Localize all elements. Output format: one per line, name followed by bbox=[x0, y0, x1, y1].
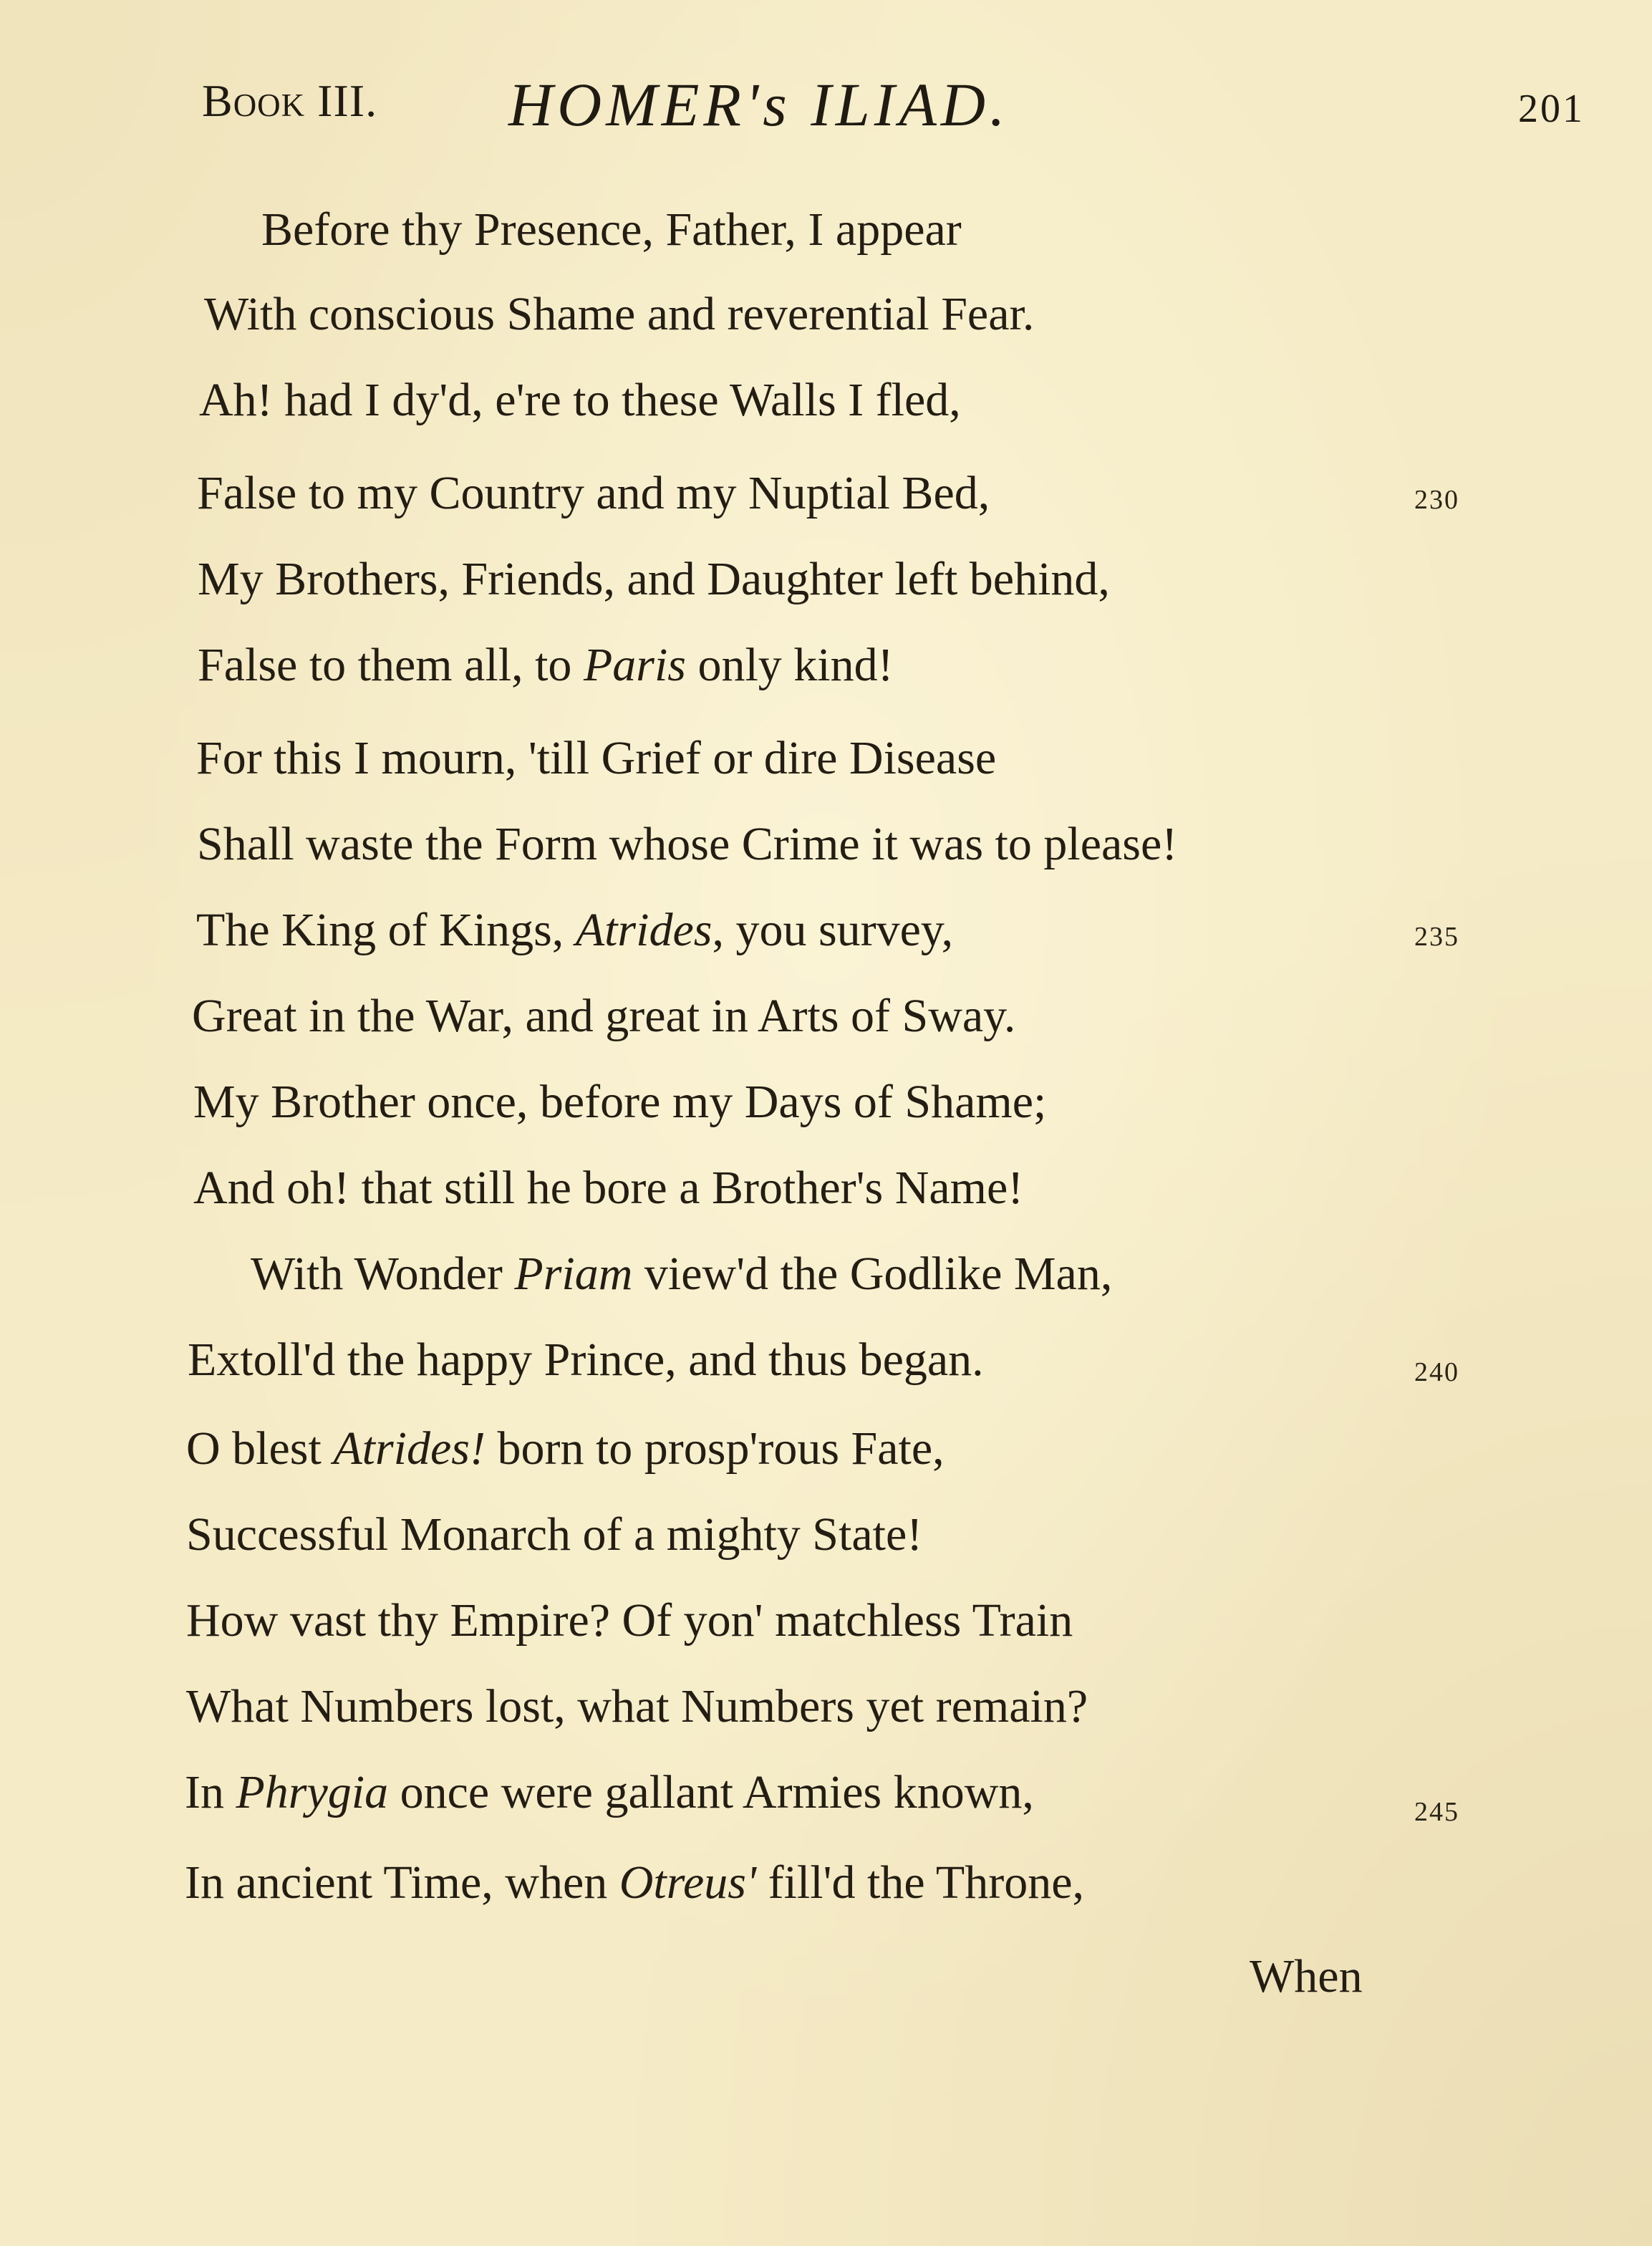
verse-line: What Numbers lost, what Numbers yet remain? bbox=[186, 1680, 1088, 1732]
verse-line: O blest Atrides! born to prosp'rous Fate, bbox=[186, 1422, 945, 1475]
verse-line: My Brother once, before my Days of Shame; bbox=[193, 1076, 1047, 1128]
verse-line: Before thy Presence, Father, I appear bbox=[261, 203, 962, 256]
verse-line: Shall waste the Form whose Crime it was to please! bbox=[197, 818, 1178, 870]
verse-line: False to them all, to Paris only kind! bbox=[198, 639, 894, 691]
verse-line: In Phrygia once were gallant Armies known, bbox=[185, 1766, 1034, 1818]
book-label: Book III. bbox=[202, 75, 378, 126]
running-header bbox=[0, 0, 1652, 186]
verse-line: My Brothers, Friends, and Daughter left behind, bbox=[198, 553, 1110, 605]
running-title: HOMER's ILIAD. bbox=[508, 70, 1010, 139]
line-number: 245 bbox=[1414, 1797, 1459, 1827]
verse-line: For this I mourn, 'till Grief or dire Disease bbox=[196, 732, 997, 784]
verse-line: The King of Kings, Atrides, you survey, bbox=[196, 904, 954, 956]
verse-line: In ancient Time, when Otreus' fill'd the Throne, bbox=[185, 1856, 1085, 1909]
verse-line: How vast thy Empire? Of yon' matchless Train bbox=[186, 1594, 1073, 1647]
page-number: 201 bbox=[1518, 87, 1585, 131]
verse-line: False to my Country and my Nuptial Bed, bbox=[197, 467, 990, 519]
verse-line: Successful Monarch of a mighty State! bbox=[186, 1508, 923, 1561]
verse-line: Ah! had I dy'd, e're to these Walls I fled, bbox=[199, 374, 961, 426]
catchword: When bbox=[1250, 1950, 1363, 2002]
verse-line: And oh! that still he bore a Brother's Name! bbox=[193, 1162, 1024, 1214]
verse-line: Extoll'd the happy Prince, and thus began. bbox=[188, 1334, 984, 1386]
verse-line: With Wonder Priam view'd the Godlike Man, bbox=[251, 1248, 1113, 1300]
line-number: 235 bbox=[1414, 922, 1459, 952]
line-number: 230 bbox=[1414, 485, 1459, 515]
verse-line: Great in the War, and great in Arts of Sway. bbox=[192, 990, 1016, 1042]
verse-line: With conscious Shame and reverential Fear. bbox=[204, 288, 1035, 340]
line-number: 240 bbox=[1414, 1357, 1459, 1387]
